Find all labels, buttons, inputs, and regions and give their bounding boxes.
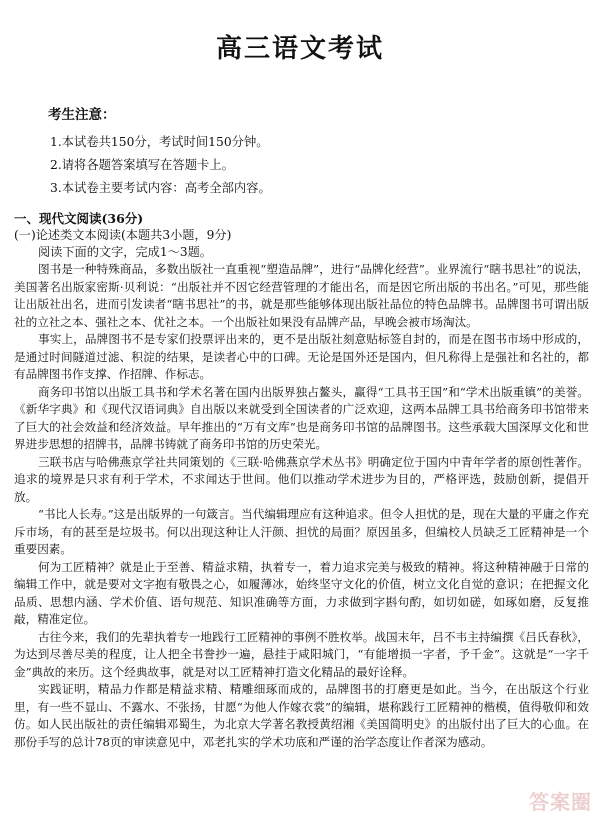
article-paragraph: 商务印书馆以出版工具书和学术名著在国内出版界独占鳌头，赢得“工具书王国”和“学术出版重镇”的美誉。《新华字典》和《现代汉语词典》自出版以来就受到全国读者的广泛欢迎，这两本品牌工具书给商务印书馆带来了巨大的社会效益和经济效益。早年推出的“万有文库”也是商务印书馆的品牌图书。这些承载大国深厚文化和世界进步思想的招牌书，品牌书铸就了商务印书馆的历史荣光。	[14, 384, 589, 451]
section-title: 一、现代文阅读(36分)	[14, 211, 144, 226]
article-paragraph: 图书是一种特殊商品，多数出版社一直重视“塑造品牌”，进行“品牌化经营”。业界流行“瞎书思社”的说法，美国著名出版家密斯·贝利说：“出版社并不因它经营管理的才能出名，而是因它所出版的书出名。”可见，那些能让出版社出名，进而引发读者“瞎书思社”的书，就是那些能够体现出版社品位的特色品牌书。品牌图书可谓出版社的立社之本、强社之本、优社之本。一个出版社如果没有品牌产品，早晚会被市场淘汰。	[14, 262, 589, 329]
notice-item: 1.本试卷共150分，考试时间150分钟。	[50, 135, 269, 149]
candidate-notice	[48, 103, 568, 200]
article-paragraph: 事实上，品牌图书不是专家们投票评出来的，更不是出版社刻意贴标签自封的，而是在图书市场中形成的，是通过时间隧道过滤、积淀的结果，是读者心中的口碑。无论是国外还是国内，但凡称得上是强社和名社的，都有品牌图书作支撑、作招牌、作标志。	[14, 332, 589, 381]
notice-item: 3.本试卷主要考试内容：高考全部内容。	[50, 181, 271, 195]
reading-section	[14, 210, 589, 751]
article-paragraph: 三联书店与哈佛燕京学社共同策划的《三联·哈佛燕京学术丛书》明确定位于国内中青年学者的原创性著作。追求的境界是只求有利于学术，不求闻达于世间。他们以推动学术进步为目的，严格评选，鼓励创新，提倡开放。	[14, 454, 589, 504]
notice-item: 2.请将各题答案填写在答题卡上。	[50, 158, 234, 172]
article-paragraph: “书比人长寿。”这是出版界的一句箴言。当代编辑理应有这种追求。但令人担忧的是，现在大量的平庸之作充斥市场，有的甚至是垃圾书。何以出现这种让人汗颜、担忧的局面？原因虽多，但编校人员缺乏工匠精神是一个重要因素。	[14, 507, 589, 556]
section-instruction: 阅读下面的文字，完成1～3题。	[38, 245, 212, 259]
notice-heading: 考生注意：	[48, 107, 116, 123]
article-paragraph: 何为工匠精神？就是止于至善、精益求精，执着专一，着力追求完美与极致的精神。将这种精神融于日常的编辑工作中，就是要对文字抱有敬畏之心，如履薄冰，始终坚守文化的价值，树立文化自觉的意识；在把握文化品质、思想内涵、学术价值、语句规范、知识准确等方面，力求做到字斟句酌，如切如磋，如琢如磨，反复推敲，精准定位。	[14, 559, 589, 626]
page-title: 高三语文考试	[215, 34, 384, 64]
article-paragraph: 古往今来，我们的先辈执着专一地践行工匠精神的事例不胜枚举。战国末年，吕不韦主持编撰《吕氏春秋》，为达到尽善尽美的程度，让人把全书誊抄一遍，悬挂于咸阳城门，“有能增损一字者，予千金”。这就是“一字千金”典故的来历。这个经典故事，就是对以工匠精神打造文化精品的最好诠释。	[14, 629, 589, 679]
section-subtitle: (一)论述类文本阅读(本题共3小题，9分)	[14, 228, 232, 242]
article-body	[14, 261, 589, 751]
watermark-logo: 答案圈	[529, 790, 592, 814]
article-paragraph: 实践证明，精品力作都是精益求精、精雕细琢而成的，品牌图书的打磨更是如此。当今，在出版这个行业里，有一些不显山、不露水、不张扬，甘愿“为他人作嫁衣裳”的编辑，堪称践行工匠精神的楷模，值得敬仰和效仿。如人民出版社的责任编辑邓蜀生，为北京大学著名教授黄绍湘《美国简明史》的出版付出了巨大的心血。在那份手写的总计78页的审读意见中，邓老扎实的学术功底和严谨的治学态度让作者深为感动。	[14, 682, 589, 749]
